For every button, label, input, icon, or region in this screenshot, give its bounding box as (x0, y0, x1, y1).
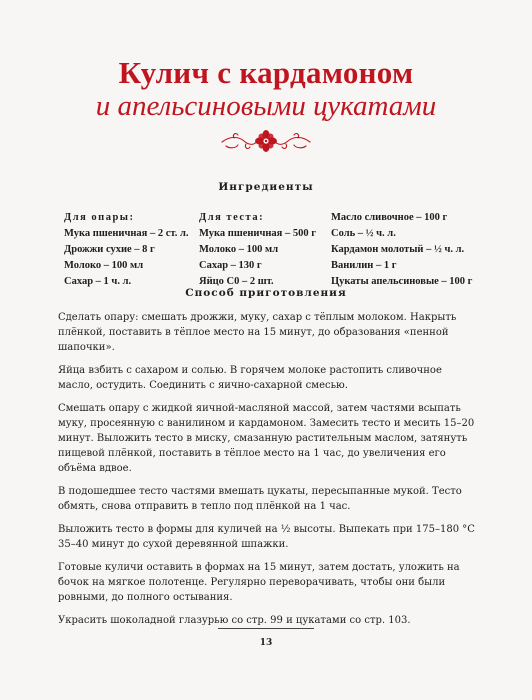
ingredient-item: Молоко – 100 мл (64, 260, 144, 271)
ingredients-column-extra (331, 210, 472, 290)
method-step: Яйца взбить с сахаром и солью. В горячем молоке растопить сливочное масло, остудить. Соединить с яично-сахарной смесью. (58, 365, 442, 391)
recipe-title-line1: Кулич с кардамоном (118, 55, 414, 90)
method-step: Украсить шоколадной глазурью со стр. 99 и цукатами со стр. 103. (58, 615, 411, 626)
recipe-title-line2: и апельсиновыми цукатами (95, 90, 437, 122)
ingredient-item: Сахар – 130 г (199, 260, 262, 271)
ingredient-item: Мука пшеничная – 500 г (199, 228, 317, 239)
ingredient-item: Соль – ½ ч. л. (331, 228, 396, 239)
footer-divider (218, 628, 314, 629)
starter-header: Для опары: (64, 212, 135, 223)
page-number: 13 (259, 638, 273, 648)
ingredient-item: Яйцо С0 – 2 шт. (199, 276, 274, 287)
method-step: Выложить тесто в формы для куличей на ½ высоты. Выпекать при 175–180 °С 35–40 минут до сухой деревянной шпажки. (58, 524, 475, 550)
method-step: Сделать опару: смешать дрожжи, муку, сахар с тёплым молоком. Накрыть плёнкой, поставить в тёплое место на 15 минут, до образования «пенной шапочки». (58, 312, 457, 353)
ingredient-item: Молоко – 100 мл (199, 244, 279, 255)
method-step: В подошедшее тесто частями вмешать цукаты, пересыпанные мукой. Тесто обмять, снова отправить в тепло под плёнкой на 1 час. (58, 486, 462, 512)
method-step: Готовые куличи оставить в формах на 15 минут, затем достать, уложить на бочок на мягкое полотенце. Регулярно переворачивать, чтобы они были ровными, до полного остывания. (58, 562, 460, 603)
ingredient-item: Кардамон молотый – ½ ч. л. (331, 244, 465, 255)
floral-ornament-icon (216, 128, 316, 154)
ingredient-item: Сахар – 1 ч. л. (64, 276, 132, 287)
ingredient-item: Дрожжи сухие – 8 г (64, 244, 155, 255)
ingredient-item: Ванилин – 1 г (331, 260, 397, 271)
dough-header: Для теста: (199, 212, 265, 223)
ingredient-item: Масло сливочное – 100 г (331, 212, 448, 223)
ingredients-column-dough (199, 210, 316, 290)
method-step: Смешать опару с жидкой яичной-масляной массой, затем частями всыпать муку, просеянную с ванилином и кардамоном. Замесить тесто и месить 15–20 минут. Выложить тесто в миску, смазанную растительным маслом, затянуть пищевой плёнкой, поставить в тёплое место на 1 час, до увеличения его объёма вдвое. (58, 403, 475, 474)
method-heading: Способ приготовления (185, 287, 347, 299)
ingredients-column-starter (64, 210, 189, 290)
method-steps (58, 310, 476, 636)
ingredient-item: Мука пшеничная – 2 ст. л. (64, 228, 189, 239)
ingredient-item: Цукаты апельсиновые – 100 г (331, 276, 473, 287)
ingredients-heading: Ингредиенты (218, 181, 314, 193)
